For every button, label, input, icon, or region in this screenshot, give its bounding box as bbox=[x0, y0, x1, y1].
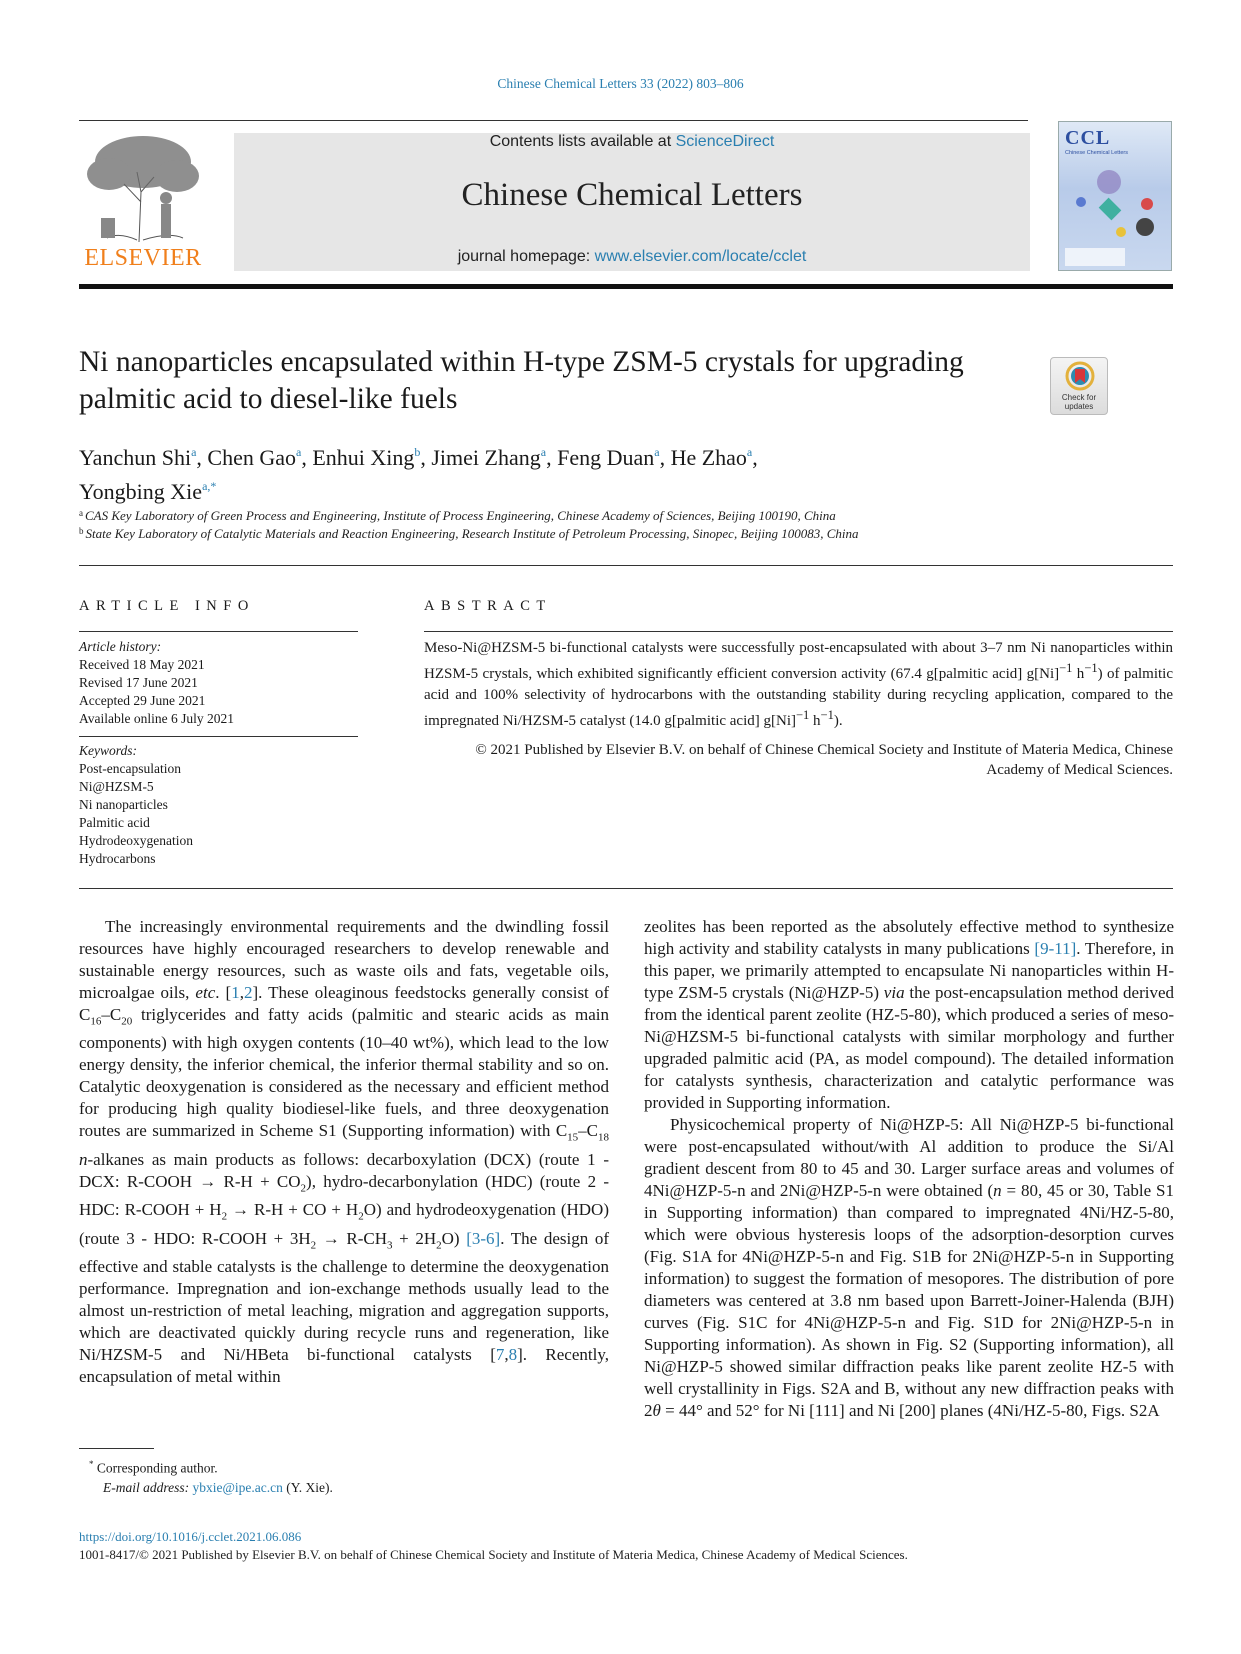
keyword: Palmitic acid bbox=[79, 815, 150, 830]
author[interactable]: Enhui Xing$^b$ bbox=[312, 445, 421, 470]
abstract-copyright: © 2021 Published by Elsevier B.V. on behalf of Chinese Chemical Society and Institute of Materia Medica, Chinese Academy of Medical Sciences. bbox=[475, 742, 1173, 779]
keyword: Post-encapsulation bbox=[79, 761, 181, 776]
footnote-rule bbox=[79, 1448, 154, 1449]
tree-icon bbox=[79, 132, 207, 244]
keyword: Ni nanoparticles bbox=[79, 797, 168, 812]
body-paragraph: The increasingly environmental requirements and the dwindling fossil resources have highly encouraged researchers to develop renewable and sustainable energy resources, such as waste oils and fats, vegetable oils, microalgae oils, etc. [1,2]. These oleaginous feedstocks generally consist of $C_{16}-C_{20}$ triglycerides and fatty acids (palmitic and stearic acids as main components) with high oxygen contents (10–40 wt%), which lead to the low energy density, the inferior chemical, the inferior thermal stability and so on. Catalytic deoxygenation is considered as the necessary and efficient method for producing high quality biodiesel-like fuels, and three deoxygenation routes are summarized in Scheme S1 (Supporting information) with $C_{15}-C_{18}$ n-alkanes as main products as follows: decarboxylation (DCX) (route 1 - DCX: R-COOH → $R-H + CO_2$), hydro-decarbonylation (HDC) (route 2 - HDC: R-COOH + $H_2 \to R-H$ + CO + $H_2O$) and hydrodeoxygenation (HDO) (route 3 - HDO: R-COOH + $3H_2 \to R-CH_3 + 2H_2O$) [3-6]. The design of effective and stable catalysts is the challenge to determine the deoxygenation performance. Impregnation and ion-exchange methods usually lead to the almost un-restriction of metal leaching, migration and aggregation supports, which are deactivated quickly during recycle runs and regeneration, like Ni/HZSM-5 and Ni/HBeta bi-functional catalysts [7,8]. Recently, encapsulation of metal within bbox=[79, 917, 610, 1386]
citation-link[interactable]: 8 bbox=[508, 1344, 518, 1364]
elsevier-logo[interactable] bbox=[79, 132, 207, 272]
elsevier-wordmark: ELSEVIER bbox=[84, 245, 202, 271]
masthead-rule bbox=[79, 120, 1028, 121]
running-head[interactable]: Chinese Chemical Letters 33 (2022) 803–806 bbox=[497, 76, 744, 91]
keyword: Ni@HZSM-5 bbox=[79, 779, 154, 794]
accepted-date: Accepted 29 June 2021 bbox=[79, 693, 206, 708]
cover-artwork-icon bbox=[1059, 122, 1172, 271]
corresponding-author-note: * Corresponding author. bbox=[89, 1459, 218, 1476]
citation-link[interactable]: [3-6] bbox=[466, 1228, 501, 1248]
abstract-heading: ABSTRACT bbox=[424, 598, 552, 614]
check-for-updates-button[interactable] bbox=[1050, 357, 1108, 415]
history-label: Article history: bbox=[79, 639, 162, 654]
journal-homepage-link[interactable]: www.elsevier.com/locate/cclet bbox=[594, 248, 807, 265]
body-column-right bbox=[644, 916, 1174, 1422]
author[interactable]: Yanchun Shi$^a$ bbox=[79, 445, 197, 470]
author[interactable]: Chen Gao$^a$ bbox=[207, 445, 302, 470]
homepage-prefix: journal homepage: bbox=[457, 248, 595, 265]
author[interactable]: Jimei Zhang$^a$ bbox=[431, 445, 547, 470]
author-list: Yanchun Shi$^a$, Chen Gao$^a$, Enhui Xing$^b$, Jimei Zhang$^a$, Feng Duan$^a$, He Zhao$^a$, Yongbing Xie$^{a,*}$ bbox=[79, 445, 758, 504]
citation-link[interactable]: [9-11] bbox=[1034, 939, 1077, 958]
email-note: E-mail address: ybxie@ipe.ac.cn (Y. Xie). bbox=[103, 1479, 333, 1495]
affiliation-b: $^b$ State Key Laboratory of Catalytic Materials and Reaction Engineering, Research Institute of Petroleum Processing, Sinopec, Beijing 100083, China bbox=[79, 526, 859, 541]
homepage-line bbox=[234, 248, 1030, 266]
paper-title: Ni nanoparticles encapsulated within H-type ZSM-5 crystals for upgrading palmitic acid to diesel-like fuels bbox=[79, 346, 964, 415]
bookmark-icon bbox=[1051, 358, 1109, 394]
journal-title: Chinese Chemical Letters bbox=[461, 177, 803, 213]
body-paragraph: zeolites has been reported as the absolutely effective method to synthesize high activity and stability catalysts in many publications [9-11]. Therefore, in this paper, we primarily attempted to encapsulate Ni nanoparticles within H-type ZSM-5 crystals (Ni@HZP-5) via the post-encapsulation method derived from the identical parent zeolite (HZ-5-80), which produced a series of meso-Ni@HZSM-5 bi-functional catalysts with similar morphology and further upgraded palmitic acid (PA, as model compound). The detailed information for catalysts synthesis, characterization and catalytic performance was provided in Supporting information. bbox=[644, 917, 1174, 1112]
article-history bbox=[79, 638, 358, 728]
keyword: Hydrodeoxygenation bbox=[79, 833, 193, 848]
issn-line: 1001-8417/© 2021 Published by Elsevier B.V. on behalf of Chinese Chemical Society and Institute of Materia Medica, Chinese Academy of Medical Sciences. bbox=[79, 1547, 908, 1562]
revised-date: Revised 17 June 2021 bbox=[79, 675, 198, 690]
footnote bbox=[79, 1455, 579, 1497]
author[interactable]: Yongbing Xie$^{a,*}$ bbox=[79, 479, 217, 504]
divider bbox=[79, 888, 1173, 889]
cover-title: Chinese Chemical Letters bbox=[1065, 150, 1128, 156]
author[interactable]: Feng Duan$^a$ bbox=[557, 445, 660, 470]
keyword: Hydrocarbons bbox=[79, 851, 156, 866]
keywords bbox=[79, 742, 358, 868]
divider bbox=[79, 736, 358, 737]
citation-link[interactable]: 2 bbox=[243, 983, 253, 1002]
divider bbox=[79, 565, 1173, 566]
doi-link[interactable]: https://doi.org/10.1016/j.cclet.2021.06.086 bbox=[79, 1529, 302, 1544]
online-date: Available online 6 July 2021 bbox=[79, 711, 234, 726]
cover-acronym: CCL bbox=[1065, 127, 1111, 149]
article-info-heading: ARTICLE INFO bbox=[79, 598, 255, 614]
sciencedirect-link[interactable]: ScienceDirect bbox=[675, 133, 775, 150]
journal-cover[interactable] bbox=[1058, 121, 1172, 271]
contents-line bbox=[234, 133, 1030, 151]
body-paragraph: Physicochemical property of Ni@HZP-5: All Ni@HZP-5 bi-functional were post-encapsulated without/with Al addition to produce the Si/Al gradient descent from 80 to 45 and 30. Larger surface areas and volumes of 4Ni@HZP-5-n and 2Ni@HZP-5-n were obtained (n = 80, 45 or 30, Table S1 in Supporting information) than compared to impregnated 4Ni/HZ-5-80, which were obvious hysteresis loops of the adsorption-desorption curves (Fig. S1A for 4Ni@HZP-5-n and Fig. S1B for 2Ni@HZP-5-n in Supporting information) to suggest the formation of mesopores. The distribution of pore diameters was centered at 3.8 nm based upon Barrett-Joiner-Halenda (BJH) curves (Fig. S1C for 4Ni@HZP-5-n and Fig. S1D for 2Ni@HZP-5-n in Supporting information). As shown in Fig. S2 (Supporting information), all Ni@HZP-5 showed similar diffraction peaks like parent zeolite HZ-5 with well crystallinity in Figs. S2A and B, without any new diffraction peaks with 2θ = 44° and 52° for Ni [111] and Ni [200] planes (4Ni/HZ-5-80, Figs. S2A bbox=[644, 1115, 1174, 1420]
contents-prefix: Contents lists available at bbox=[489, 133, 676, 150]
affiliation-a: $^a$ CAS Key Laboratory of Green Process and Engineering, Institute of Process Engineering, Chinese Academy of Sciences, Beijing 100190, China bbox=[79, 508, 836, 523]
author[interactable]: He Zhao$^a$ bbox=[670, 445, 753, 470]
masthead-panel bbox=[234, 133, 1030, 271]
citation-link[interactable]: 1 bbox=[231, 983, 240, 1002]
divider bbox=[79, 631, 358, 632]
divider bbox=[424, 631, 1173, 632]
abstract-text: Meso-Ni@HZSM-5 bi-functional catalysts were successfully post-encapsulated with about 3–7 nm Ni nanoparticles within HZSM-5 crystals, which exhibited significantly efficient conversion activity (67.4 g[palmitic acid] $g[Ni]^{-1}$ $h^{-1}$) of palmitic acid and 100% selectivity of hydrocarbons with the outstanding stability during recycling application, compared to the impregnated Ni/HZSM-5 catalyst (14.0 g[palmitic acid] $g[Ni]^{-1}$ $h^{-1}$). bbox=[424, 640, 1174, 730]
received-date: Received 18 May 2021 bbox=[79, 657, 205, 672]
citation-link[interactable]: 7 bbox=[495, 1344, 505, 1364]
email-link[interactable]: ybxie@ipe.ac.cn bbox=[192, 1479, 283, 1495]
masthead-thick-rule bbox=[79, 284, 1173, 289]
check-updates-label: Check for updates bbox=[1061, 393, 1097, 411]
keywords-label: Keywords: bbox=[79, 743, 137, 758]
body-column-left bbox=[79, 916, 609, 1388]
